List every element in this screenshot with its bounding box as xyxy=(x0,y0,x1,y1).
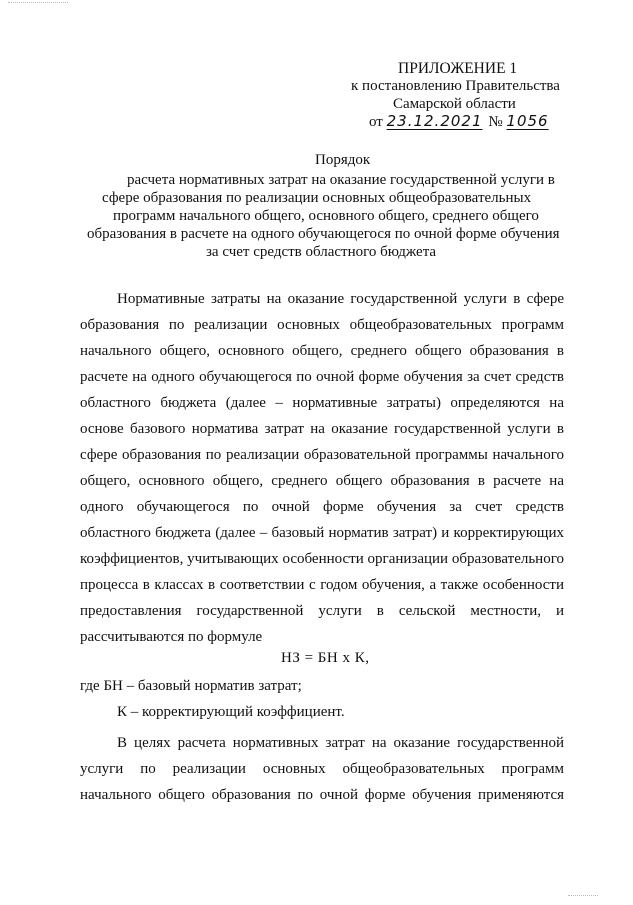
paragraph-line: общего, основного общего, среднего общего образования в расчете на xyxy=(80,473,564,489)
paragraph-line: процесса в классах в соответствии с годом обучения, а также особенности xyxy=(80,577,564,593)
paragraph-line: одного обучающегося по очной форме обучения за счет средств xyxy=(80,499,564,515)
appendix-line-region: Самарской области xyxy=(393,96,516,112)
paragraph-line: образования по реализации основных общеобразовательных программ xyxy=(80,317,564,333)
definition-k: К – корректирующий коэффициент. xyxy=(117,704,345,720)
title-line: сфере образования по реализации основных общеобразовательных xyxy=(102,190,532,206)
paragraph-line: областного бюджета (далее – нормативные затраты) определяются на xyxy=(80,395,564,411)
paragraph-line: сфере образования по реализации образовательной программы начального xyxy=(80,447,564,463)
title-line: образования в расчете на одного обучающегося по очной форме обучения xyxy=(87,226,560,242)
paragraph-line: начального общего образования по очной форме обучения применяются xyxy=(80,787,564,803)
title-line: расчета нормативных затрат на оказание государственной услуги в xyxy=(127,172,555,188)
formula: НЗ = БН х К, xyxy=(281,650,370,666)
appendix-line-resolution: к постановлению Правительства xyxy=(351,78,560,94)
date-prefix: от xyxy=(369,114,383,130)
appendix-title: ПРИЛОЖЕНИЕ 1 xyxy=(398,60,518,77)
scan-artifact xyxy=(568,895,598,898)
paragraph-line: Нормативные затраты на оказание государственной услуги в сфере xyxy=(117,291,564,307)
document-heading: Порядок xyxy=(315,152,371,168)
paragraph-line: расчете на одного обучающегося по очной форме обучения за счет средств xyxy=(80,369,564,385)
appendix-date-line xyxy=(369,112,558,131)
definition-bn: где БН – базовый норматив затрат; xyxy=(80,678,302,694)
handwritten-date: 23.12.2021 xyxy=(386,112,483,130)
handwritten-number: 1056 xyxy=(506,112,549,130)
title-line: за счет средств областного бюджета xyxy=(206,244,437,260)
paragraph-line: услуги по реализации основных общеобразовательных программ xyxy=(80,761,564,777)
paragraph-line: В целях расчета нормативных затрат на оказание государственной xyxy=(117,735,564,751)
paragraph-line: коэффициентов, учитывающих особенности организации образовательного xyxy=(80,551,564,567)
scan-artifact xyxy=(8,2,68,5)
paragraph-line: предоставления государственной услуги в сельской местности, и xyxy=(80,603,564,619)
paragraph-line: областного бюджета (далее – базовый норматив затрат) и корректирующих xyxy=(80,525,564,541)
paragraph-line: начального общего, основного общего, среднего общего образования в xyxy=(80,343,564,359)
paragraph-line: основе базового норматива затрат на оказание государственной услуги в xyxy=(80,421,564,437)
number-prefix: № xyxy=(488,114,503,130)
paragraph-line: рассчитываются по формуле xyxy=(80,629,263,645)
title-line: программ начального общего, основного общего, среднего общего xyxy=(113,208,539,224)
